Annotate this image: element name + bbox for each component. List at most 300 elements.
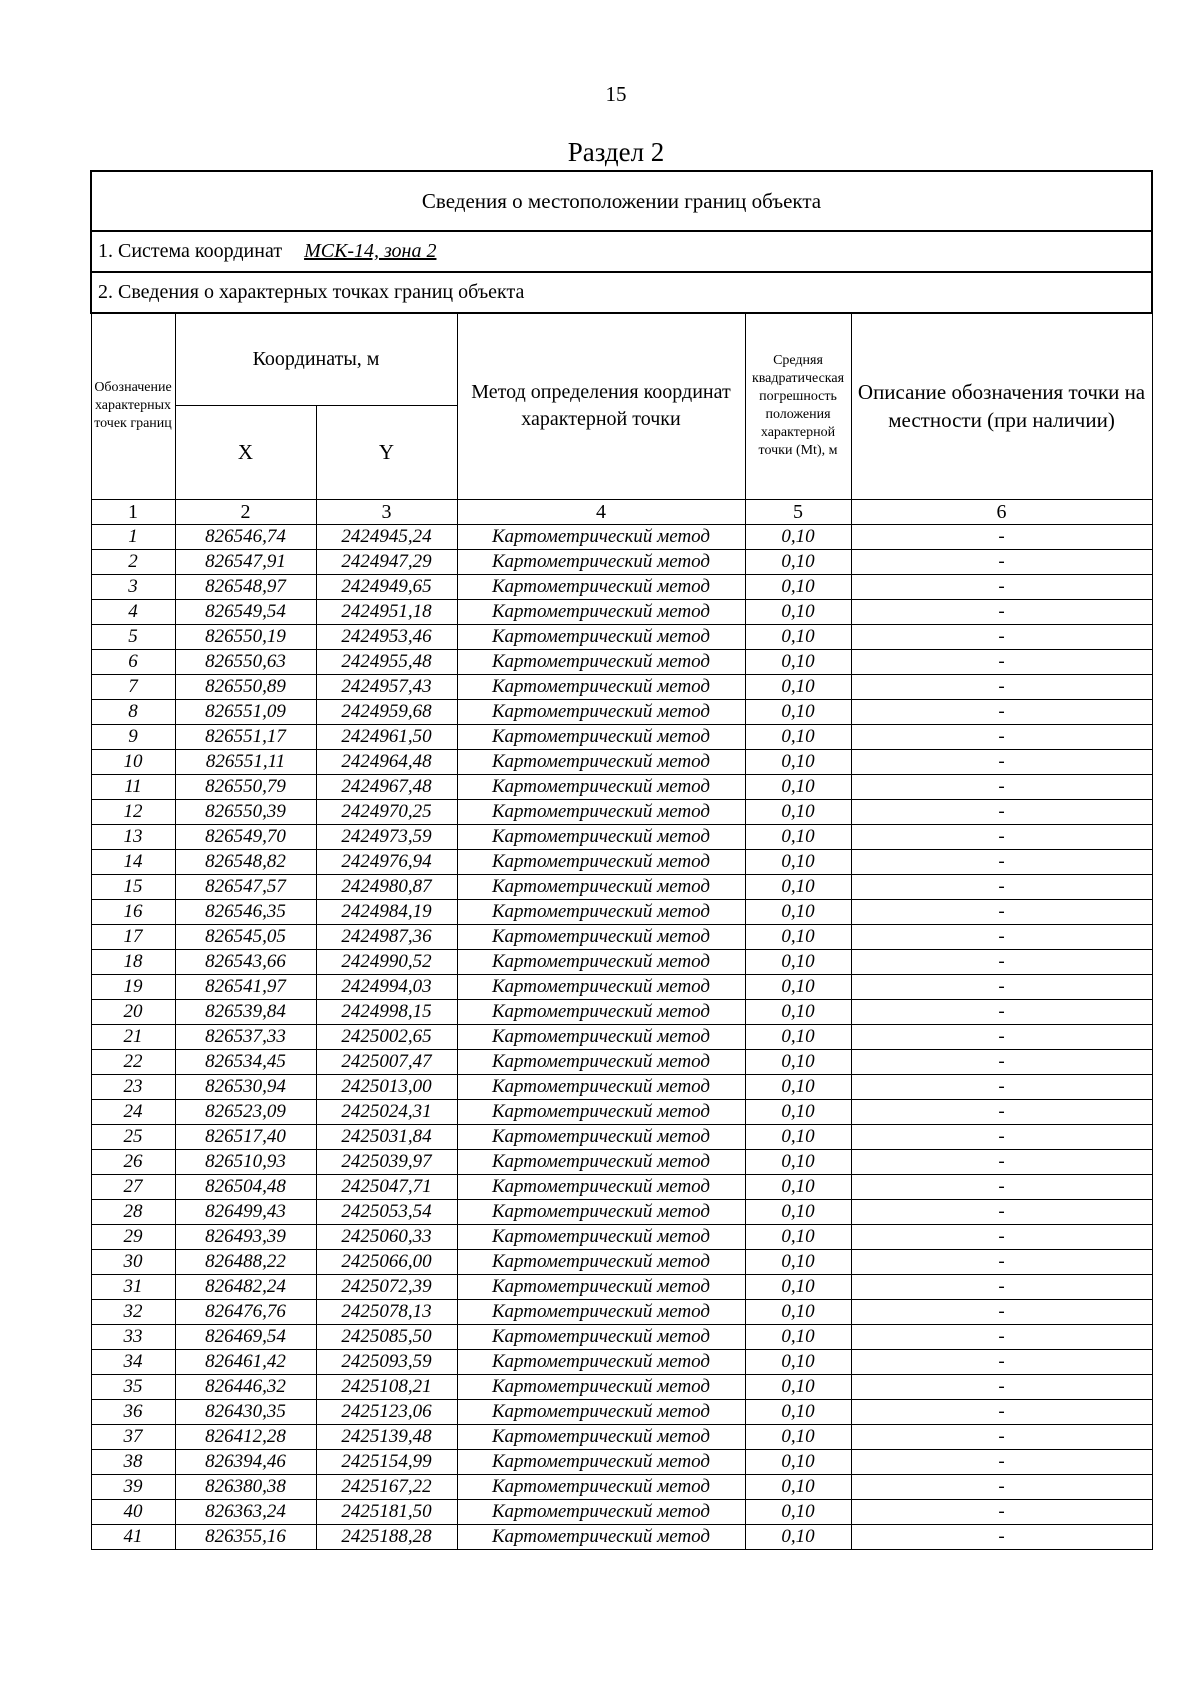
point-number: 22 — [91, 1049, 175, 1074]
method: Картометрический метод — [457, 1374, 745, 1399]
table-row — [91, 1274, 1152, 1299]
coord-y: 2424951,18 — [316, 599, 457, 624]
header-y: Y — [316, 405, 457, 499]
method: Картометрический метод — [457, 724, 745, 749]
point-number: 2 — [91, 549, 175, 574]
method: Картометрический метод — [457, 924, 745, 949]
point-number: 24 — [91, 1099, 175, 1124]
point-number: 17 — [91, 924, 175, 949]
column-number: 2 — [175, 499, 316, 524]
method: Картометрический метод — [457, 1524, 745, 1549]
accuracy: 0,10 — [745, 1349, 851, 1374]
table-row — [91, 1349, 1152, 1374]
table-title: Сведения о местоположении границ объекта — [91, 171, 1152, 231]
coord-y: 2424976,94 — [316, 849, 457, 874]
method: Картометрический метод — [457, 849, 745, 874]
point-number: 4 — [91, 599, 175, 624]
method: Картометрический метод — [457, 874, 745, 899]
description: - — [851, 1299, 1152, 1324]
point-number: 10 — [91, 749, 175, 774]
description: - — [851, 1124, 1152, 1149]
method: Картометрический метод — [457, 1349, 745, 1374]
coord-x: 826363,24 — [175, 1499, 316, 1524]
accuracy: 0,10 — [745, 1124, 851, 1149]
coord-y: 2424961,50 — [316, 724, 457, 749]
coord-y: 2424957,43 — [316, 674, 457, 699]
table-row — [91, 1224, 1152, 1249]
section-title: Раздел 2 — [567, 137, 665, 167]
method: Картометрический метод — [457, 824, 745, 849]
point-number: 25 — [91, 1124, 175, 1149]
coord-y: 2425154,99 — [316, 1449, 457, 1474]
coord-x: 826476,76 — [175, 1299, 316, 1324]
description: - — [851, 549, 1152, 574]
coord-y: 2424970,25 — [316, 799, 457, 824]
column-number: 1 — [91, 499, 175, 524]
point-number: 36 — [91, 1399, 175, 1424]
coord-x: 826355,16 — [175, 1524, 316, 1549]
coord-x: 826546,35 — [175, 899, 316, 924]
description: - — [851, 1199, 1152, 1224]
point-number: 18 — [91, 949, 175, 974]
accuracy: 0,10 — [745, 1474, 851, 1499]
method: Картометрический метод — [457, 524, 745, 549]
column-number: 4 — [457, 499, 745, 524]
coord-x: 826488,22 — [175, 1249, 316, 1274]
coord-y: 2425181,50 — [316, 1499, 457, 1524]
accuracy: 0,10 — [745, 774, 851, 799]
accuracy: 0,10 — [745, 1524, 851, 1549]
coord-x: 826549,54 — [175, 599, 316, 624]
description: - — [851, 799, 1152, 824]
coord-x: 826539,84 — [175, 999, 316, 1024]
coord-x: 826430,35 — [175, 1399, 316, 1424]
coord-y: 2424984,19 — [316, 899, 457, 924]
method: Картометрический метод — [457, 1224, 745, 1249]
method: Картометрический метод — [457, 1499, 745, 1524]
description: - — [851, 674, 1152, 699]
method: Картометрический метод — [457, 1274, 745, 1299]
coord-y: 2424959,68 — [316, 699, 457, 724]
method: Картометрический метод — [457, 749, 745, 774]
accuracy: 0,10 — [745, 1049, 851, 1074]
point-number: 32 — [91, 1299, 175, 1324]
point-number: 37 — [91, 1424, 175, 1449]
point-number: 28 — [91, 1199, 175, 1224]
method: Картометрический метод — [457, 799, 745, 824]
point-number: 20 — [91, 999, 175, 1024]
description: - — [851, 974, 1152, 999]
accuracy: 0,10 — [745, 649, 851, 674]
accuracy: 0,10 — [745, 824, 851, 849]
coord-x: 826537,33 — [175, 1024, 316, 1049]
table-row — [91, 749, 1152, 774]
description: - — [851, 1399, 1152, 1424]
coord-x: 826550,89 — [175, 674, 316, 699]
coord-x: 826499,43 — [175, 1199, 316, 1224]
method: Картометрический метод — [457, 1174, 745, 1199]
coord-y: 2425047,71 — [316, 1174, 457, 1199]
accuracy: 0,10 — [745, 1199, 851, 1224]
header-point-id: Обозначение характерных точек границ — [91, 313, 175, 499]
table-row — [91, 649, 1152, 674]
method: Картометрический метод — [457, 1449, 745, 1474]
description: - — [851, 524, 1152, 549]
accuracy: 0,10 — [745, 574, 851, 599]
coord-system-row — [91, 231, 1152, 272]
table-row — [91, 1174, 1152, 1199]
coord-system-value: МСК-14, зона 2 — [304, 240, 437, 262]
coord-y: 2424994,03 — [316, 974, 457, 999]
coord-y: 2425085,50 — [316, 1324, 457, 1349]
table-row — [91, 1124, 1152, 1149]
accuracy: 0,10 — [745, 549, 851, 574]
description: - — [851, 1449, 1152, 1474]
table-row — [91, 799, 1152, 824]
coord-x: 826510,93 — [175, 1149, 316, 1174]
description: - — [851, 1324, 1152, 1349]
table-row — [91, 1474, 1152, 1499]
accuracy: 0,10 — [745, 1324, 851, 1349]
accuracy: 0,10 — [745, 1449, 851, 1474]
coord-x: 826543,66 — [175, 949, 316, 974]
description: - — [851, 1249, 1152, 1274]
table-row — [91, 1399, 1152, 1424]
coord-y: 2424949,65 — [316, 574, 457, 599]
description: - — [851, 949, 1152, 974]
table-row — [91, 724, 1152, 749]
description: - — [851, 624, 1152, 649]
coord-x: 826548,82 — [175, 849, 316, 874]
column-numbers-row — [91, 499, 1152, 524]
method: Картометрический метод — [457, 1074, 745, 1099]
table-row — [91, 1524, 1152, 1549]
coord-x: 826550,63 — [175, 649, 316, 674]
method: Картометрический метод — [457, 974, 745, 999]
coord-x: 826548,97 — [175, 574, 316, 599]
description: - — [851, 774, 1152, 799]
table-row — [91, 1099, 1152, 1124]
method: Картометрический метод — [457, 1049, 745, 1074]
coord-y: 2424998,15 — [316, 999, 457, 1024]
accuracy: 0,10 — [745, 599, 851, 624]
table-row — [91, 824, 1152, 849]
method: Картометрический метод — [457, 1024, 745, 1049]
coord-y: 2425053,54 — [316, 1199, 457, 1224]
point-number: 21 — [91, 1024, 175, 1049]
method: Картометрический метод — [457, 549, 745, 574]
point-number: 1 — [91, 524, 175, 549]
points-section-title: 2. Сведения о характерных точках границ объекта — [91, 272, 1152, 313]
table-row — [91, 549, 1152, 574]
method: Картометрический метод — [457, 1124, 745, 1149]
method: Картометрический метод — [457, 649, 745, 674]
method: Картометрический метод — [457, 674, 745, 699]
method: Картометрический метод — [457, 899, 745, 924]
point-number: 35 — [91, 1374, 175, 1399]
method: Картометрический метод — [457, 999, 745, 1024]
coord-y: 2424964,48 — [316, 749, 457, 774]
accuracy: 0,10 — [745, 949, 851, 974]
coord-y: 2425108,21 — [316, 1374, 457, 1399]
point-number: 12 — [91, 799, 175, 824]
coord-y: 2425007,47 — [316, 1049, 457, 1074]
coord-x: 826549,70 — [175, 824, 316, 849]
description: - — [851, 1074, 1152, 1099]
accuracy: 0,10 — [745, 699, 851, 724]
table-row — [91, 624, 1152, 649]
description: - — [851, 724, 1152, 749]
method: Картометрический метод — [457, 1299, 745, 1324]
accuracy: 0,10 — [745, 1174, 851, 1199]
coord-y: 2424987,36 — [316, 924, 457, 949]
point-number: 19 — [91, 974, 175, 999]
method: Картометрический метод — [457, 949, 745, 974]
table-row — [91, 999, 1152, 1024]
header-method: Метод определения координат характерной точки — [457, 313, 745, 499]
description: - — [851, 1474, 1152, 1499]
coord-y: 2425060,33 — [316, 1224, 457, 1249]
point-number: 29 — [91, 1224, 175, 1249]
description: - — [851, 1149, 1152, 1174]
point-number: 30 — [91, 1249, 175, 1274]
accuracy: 0,10 — [745, 1249, 851, 1274]
accuracy: 0,10 — [745, 524, 851, 549]
table-row — [91, 1199, 1152, 1224]
point-number: 27 — [91, 1174, 175, 1199]
description: - — [851, 1499, 1152, 1524]
coord-x: 826469,54 — [175, 1324, 316, 1349]
coord-y: 2425093,59 — [316, 1349, 457, 1374]
point-number: 6 — [91, 649, 175, 674]
accuracy: 0,10 — [745, 749, 851, 774]
coord-x: 826547,91 — [175, 549, 316, 574]
coord-y: 2425139,48 — [316, 1424, 457, 1449]
coord-x: 826504,48 — [175, 1174, 316, 1199]
point-number: 26 — [91, 1149, 175, 1174]
coord-x: 826550,39 — [175, 799, 316, 824]
accuracy: 0,10 — [745, 999, 851, 1024]
table-row — [91, 949, 1152, 974]
coord-x: 826547,57 — [175, 874, 316, 899]
coord-x: 826380,38 — [175, 1474, 316, 1499]
point-number: 39 — [91, 1474, 175, 1499]
method: Картометрический метод — [457, 1324, 745, 1349]
method: Картометрический метод — [457, 1399, 745, 1424]
table-row — [91, 574, 1152, 599]
description: - — [851, 999, 1152, 1024]
table-row — [91, 899, 1152, 924]
table-row — [91, 674, 1152, 699]
description: - — [851, 699, 1152, 724]
accuracy: 0,10 — [745, 924, 851, 949]
point-number: 15 — [91, 874, 175, 899]
accuracy: 0,10 — [745, 1224, 851, 1249]
point-number: 16 — [91, 899, 175, 924]
table-row — [91, 524, 1152, 549]
accuracy: 0,10 — [745, 624, 851, 649]
table-row — [91, 1074, 1152, 1099]
description: - — [851, 574, 1152, 599]
method: Картометрический метод — [457, 699, 745, 724]
coord-x: 826550,19 — [175, 624, 316, 649]
coord-y: 2425123,06 — [316, 1399, 457, 1424]
coord-y: 2425072,39 — [316, 1274, 457, 1299]
coord-x: 826551,17 — [175, 724, 316, 749]
coord-y: 2425013,00 — [316, 1074, 457, 1099]
coord-y: 2424945,24 — [316, 524, 457, 549]
description: - — [851, 899, 1152, 924]
table-row — [91, 699, 1152, 724]
coord-y: 2425039,97 — [316, 1149, 457, 1174]
point-number: 9 — [91, 724, 175, 749]
accuracy: 0,10 — [745, 1149, 851, 1174]
table-row — [91, 874, 1152, 899]
coord-y: 2424955,48 — [316, 649, 457, 674]
coord-y: 2424980,87 — [316, 874, 457, 899]
coord-x: 826446,32 — [175, 1374, 316, 1399]
description: - — [851, 1174, 1152, 1199]
description: - — [851, 1374, 1152, 1399]
table-row — [91, 849, 1152, 874]
method: Картометрический метод — [457, 1249, 745, 1274]
point-number: 34 — [91, 1349, 175, 1374]
point-number: 8 — [91, 699, 175, 724]
accuracy: 0,10 — [745, 874, 851, 899]
coord-x: 826551,09 — [175, 699, 316, 724]
coord-x: 826517,40 — [175, 1124, 316, 1149]
boundary-points-table — [90, 170, 1153, 1550]
coord-x: 826493,39 — [175, 1224, 316, 1249]
accuracy: 0,10 — [745, 1274, 851, 1299]
table-row — [91, 1299, 1152, 1324]
accuracy: 0,10 — [745, 849, 851, 874]
accuracy: 0,10 — [745, 1074, 851, 1099]
coord-x: 826412,28 — [175, 1424, 316, 1449]
point-number: 5 — [91, 624, 175, 649]
method: Картометрический метод — [457, 1099, 745, 1124]
accuracy: 0,10 — [745, 724, 851, 749]
coord-x: 826394,46 — [175, 1449, 316, 1474]
method: Картометрический метод — [457, 1424, 745, 1449]
table-row — [91, 774, 1152, 799]
description: - — [851, 824, 1152, 849]
description: - — [851, 1274, 1152, 1299]
coord-y: 2424953,46 — [316, 624, 457, 649]
accuracy: 0,10 — [745, 1424, 851, 1449]
column-number: 5 — [745, 499, 851, 524]
coord-y: 2425066,00 — [316, 1249, 457, 1274]
accuracy: 0,10 — [745, 1499, 851, 1524]
coord-x: 826541,97 — [175, 974, 316, 999]
coord-x: 826482,24 — [175, 1274, 316, 1299]
coord-y: 2424967,48 — [316, 774, 457, 799]
accuracy: 0,10 — [745, 799, 851, 824]
coord-y: 2425167,22 — [316, 1474, 457, 1499]
coord-x: 826461,42 — [175, 1349, 316, 1374]
point-number: 3 — [91, 574, 175, 599]
table-row — [91, 1049, 1152, 1074]
header-x: X — [175, 405, 316, 499]
coord-y: 2425078,13 — [316, 1299, 457, 1324]
accuracy: 0,10 — [745, 1024, 851, 1049]
coord-x: 826534,45 — [175, 1049, 316, 1074]
table-row — [91, 1249, 1152, 1274]
description: - — [851, 1224, 1152, 1249]
description: - — [851, 849, 1152, 874]
description: - — [851, 1049, 1152, 1074]
point-number: 33 — [91, 1324, 175, 1349]
description: - — [851, 874, 1152, 899]
table-row — [91, 1024, 1152, 1049]
method: Картометрический метод — [457, 1149, 745, 1174]
description: - — [851, 1099, 1152, 1124]
method: Картометрический метод — [457, 774, 745, 799]
point-number: 7 — [91, 674, 175, 699]
coord-y: 2424947,29 — [316, 549, 457, 574]
description: - — [851, 1424, 1152, 1449]
coord-y: 2425031,84 — [316, 1124, 457, 1149]
coord-x: 826530,94 — [175, 1074, 316, 1099]
accuracy: 0,10 — [745, 1374, 851, 1399]
table-row — [91, 1149, 1152, 1174]
description: - — [851, 1349, 1152, 1374]
coord-x: 826550,79 — [175, 774, 316, 799]
table-row — [91, 1424, 1152, 1449]
description: - — [851, 649, 1152, 674]
point-number: 41 — [91, 1524, 175, 1549]
method: Картометрический метод — [457, 1474, 745, 1499]
table-row — [91, 599, 1152, 624]
point-number: 11 — [91, 774, 175, 799]
coord-y: 2425002,65 — [316, 1024, 457, 1049]
description: - — [851, 1024, 1152, 1049]
table-row — [91, 1449, 1152, 1474]
point-number: 14 — [91, 849, 175, 874]
accuracy: 0,10 — [745, 974, 851, 999]
coord-system-label: 1. Система координат — [98, 240, 283, 262]
table-row — [91, 1324, 1152, 1349]
accuracy: 0,10 — [745, 674, 851, 699]
description: - — [851, 599, 1152, 624]
table-row — [91, 924, 1152, 949]
accuracy: 0,10 — [745, 899, 851, 924]
coord-x: 826551,11 — [175, 749, 316, 774]
header-description: Описание обозначения точки на местности (при наличии) — [851, 313, 1152, 499]
coord-x: 826545,05 — [175, 924, 316, 949]
coord-x: 826546,74 — [175, 524, 316, 549]
point-number: 40 — [91, 1499, 175, 1524]
column-number: 6 — [851, 499, 1152, 524]
coord-y: 2425188,28 — [316, 1524, 457, 1549]
table-row — [91, 974, 1152, 999]
header-accuracy: Средняя квадратическая погрешность положения характерной точки (Mt), м — [745, 313, 851, 499]
point-number: 38 — [91, 1449, 175, 1474]
coord-x: 826523,09 — [175, 1099, 316, 1124]
point-number: 23 — [91, 1074, 175, 1099]
method: Картометрический метод — [457, 624, 745, 649]
method: Картометрический метод — [457, 574, 745, 599]
description: - — [851, 1524, 1152, 1549]
coord-y: 2424990,52 — [316, 949, 457, 974]
table-row — [91, 1374, 1152, 1399]
point-number: 13 — [91, 824, 175, 849]
description: - — [851, 749, 1152, 774]
method: Картометрический метод — [457, 599, 745, 624]
accuracy: 0,10 — [745, 1299, 851, 1324]
point-number: 31 — [91, 1274, 175, 1299]
coord-y: 2424973,59 — [316, 824, 457, 849]
